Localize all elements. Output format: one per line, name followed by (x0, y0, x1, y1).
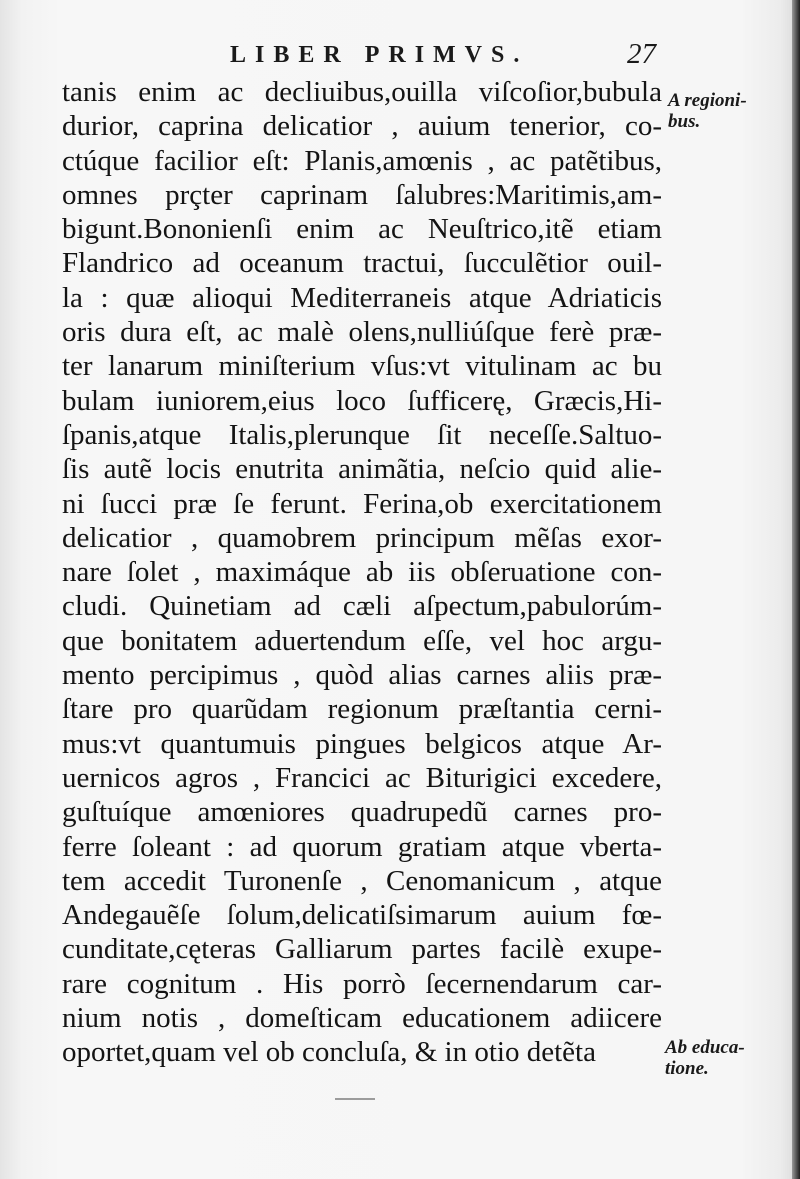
printer-mark (335, 1098, 375, 1100)
running-head-title: LIBER PRIMVS. (230, 42, 529, 68)
text-line: la : quæ alioqui Mediterraneis atque Adriaticis (62, 281, 662, 314)
text-line: Andegauẽſe ſolum,delicatiſsimarum auium fœ- (62, 899, 662, 932)
marginal-note-line: bus. (668, 111, 701, 132)
text-line: tanis enim ac decliuibus,ouilla viſcoſior,bubula (62, 76, 662, 108)
marginal-note-line: tione. (665, 1058, 709, 1079)
text-line: omnes prçter caprinam ſalubres:Maritimis,am- (62, 178, 662, 211)
text-line: mento percipimus , quòd alias carnes aliis præ- (62, 659, 662, 692)
marginal-note-education (665, 1037, 745, 1079)
marginal-note-line: A regioni- (668, 90, 747, 111)
text-line: ſis autẽ locis enutrita animãtia, neſcio quid alie- (62, 453, 662, 486)
text-line: ter lanarum miniſterium vſus:vt vitulinam ac bu (62, 350, 662, 383)
text-line: rare cognitum . His porrò ſecernendarum car- (62, 967, 662, 1000)
text-line: durior, caprina delicatior , auium tenerior, co- (62, 110, 662, 143)
page-number: 27 (627, 38, 656, 70)
text-line: ſpanis,atque Italis,plerunque ſit neceſſe.Saltuo- (62, 418, 662, 451)
text-line: bulam iuniorem,eius loco ſufficerę, Græcis,Hi- (62, 384, 662, 417)
marginal-note-line: Ab educa- (665, 1037, 745, 1058)
text-line: Flandrico ad oceanum tractui, ſucculẽtior ouil- (62, 247, 662, 280)
text-line: ferre ſoleant : ad quorum gratiam atque vberta- (62, 830, 662, 863)
text-line: ſtare pro quarũdam regionum præſtantia cerni- (62, 693, 662, 726)
text-line: tem accedit Turonenſe , Cenomanicum , atque (62, 864, 662, 897)
marginal-note-regions (668, 90, 747, 132)
text-line: uernicos agros , Francici ac Biturigici excedere, (62, 761, 662, 794)
text-line: oportet,quam vel ob concluſa, & in otio detẽta (62, 1036, 596, 1069)
page-edge-shadow (792, 0, 800, 1179)
text-line: oris dura eſt, ac malè olens,nulliúſque ferè præ- (62, 316, 662, 349)
text-line: que bonitatem aduertendum eſſe, vel hoc argu- (62, 624, 662, 657)
text-line: ni ſucci præ ſe ferunt. Ferina,ob exercitationem (62, 487, 662, 520)
text-line: cludi. Quinetiam ad cæli aſpectum,pabulorúm- (62, 590, 662, 623)
text-line: nare ſolet , maximáque ab iis obſeruatione con- (62, 556, 662, 589)
text-line: nium notis , domeſticam educationem adiicere (62, 1002, 662, 1035)
text-line: mus:vt quantumuis pingues belgicos atque Ar- (62, 727, 662, 760)
text-line: cunditate,cęteras Galliarum partes facilè exupe- (62, 933, 662, 966)
text-line: bigunt.Bononienſi enim ac Neuſtrico,itẽ etiam (62, 213, 662, 246)
text-line: ctúque facilior eſt: Planis,amœnis , ac patẽtibus, (62, 144, 662, 177)
text-line: delicatior , quamobrem principum mẽſas exor- (62, 521, 662, 554)
body-text-block (62, 75, 662, 1070)
text-line: guſtuíque amœniores quadrupedũ carnes pro- (62, 796, 662, 829)
